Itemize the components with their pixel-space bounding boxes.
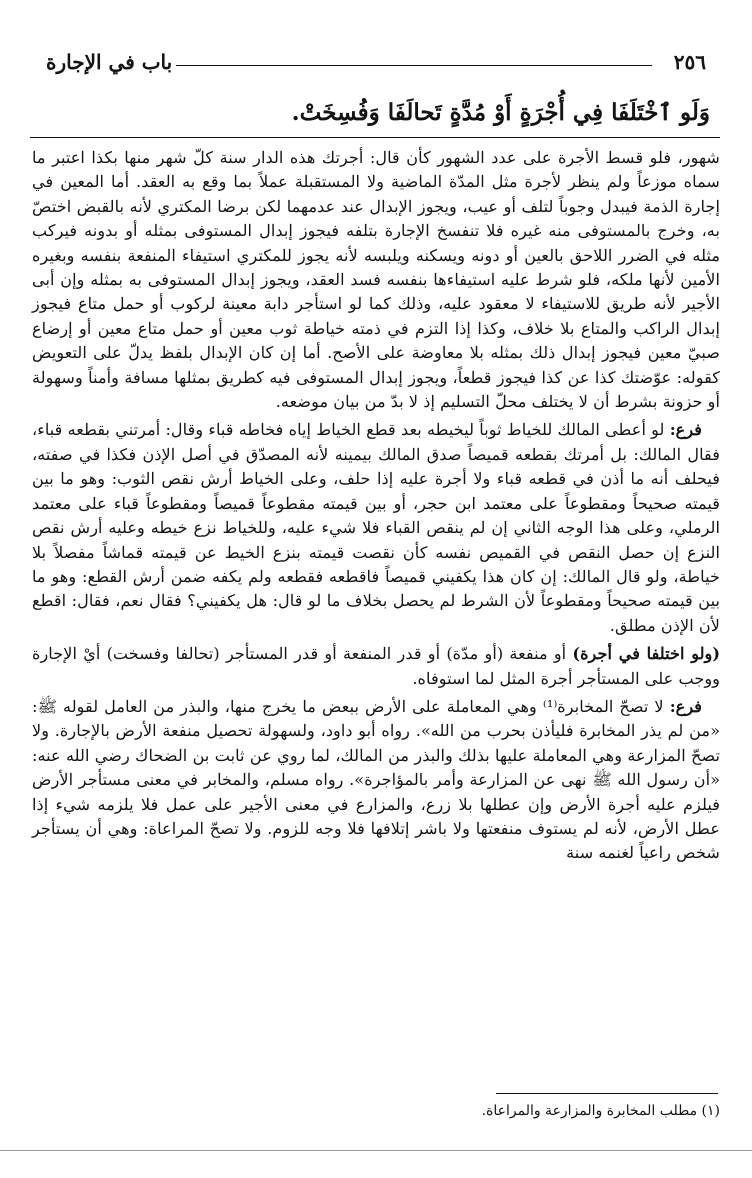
paragraph-text: أو منفعة (أو مدّة) أو قدر المنفعة أو قدر المستأجر (تحالفا وفسخت) أيْ الإجارة ووجب على المستأجر أجرة المثل لما استوفاه.: [32, 644, 720, 688]
matn-text: وَلَو ٱخْتَلَفَا فِي أُجْرَةٍ أَوْ مُدَّةٍ تَحالَفَا وَفُسِخَتْ.: [291, 99, 710, 126]
paragraph-text: شهور، فلو قسط الأجرة على عدد الشهور كأن قال: أجرتك هذه الدار سنة كلّ شهر منها بكذا اعتبر ما سماه موزعاً ولم ينظر لأجرة مثل المدّة الماضية ولا المستقبلة عملاً بما وقع به العقد. أما المعين في إجارة الذمة فيبدل وجوباً لتلف أو عيب، ويجوز الإبدال عند عدمهما لكن برضا المكتري لأنه بالقبض اختصّ به، وخرج بالمستوفى منه غيره فلا تنفسخ الإجارة بتلفه فيجوز إبدال المستوفى بمثله أو بدونه فيركب مثله في الضرر اللاحق بالعين أو دونه ويسكنه ويلبسه لأنه يجوز للمكتري استيفاء المنفعة بنفسه وبغيره الأمين لأنها ملكه، فلو شرط عليه استيفاءها بنفسه فسد العقد، ويجوز إبدال المستوفى به بمثله وإن أبى الأجير لأنه طريق للاستيفاء لا معقود عليه، وذلك كما لو استأجر دابة معينة لركوب أو حمل متاع فيجوز إبدال الراكب والمتاع بلا خلاف، وكذا إذا التزم في ذمته خياطة ثوب معين أو حمل متاع معين أو إرضاع صبيّ معين فيجوز إبدال ذلك بمثله بلا معاوضة على الأصح. أما إن كان الإبدال بلفظ يدلّ على التعويض كقوله: عوّضتك كذا عن كذا فيجوز قطعاً، ويجوز إبدال المستوفى فيه كطريق بمثلها مسافة وأمناً وسهولة أو حزونة بشرط أن لا يختلف محلّ التسليم إذ لا بدّ من بيان موضعه.: [32, 148, 720, 412]
paragraph-lead: فرع:: [669, 420, 702, 440]
page-number: ٢٥٦: [673, 50, 706, 74]
paragraph-lead: فرع:: [669, 696, 702, 716]
paragraph-text: لو أعطى المالك للخياط ثوباً ليخيطه بعد قطع الخياط إياه فخاطه قباء وقال: أمرتني بقطعه قباء، فقال المالك: بل أمرتك بقطعه قميصاً صدق المالك بيمينه لأنه المصدّق في أصل الإذن فكذا في صفته، فيحلف أنه ما أذن في قطعه قباء ولا أجرة عليه إذا حلف، وعلى الخياط أرش نقص الثوب: وهو ما بين قيمته صحيحاً ومقطوعاً على معتمد ابن حجر، أو بين قيمته مقطوعاً قميصاً ومقطوعاً قباء على معتمد الرملي، وعلى هذا الوجه الثاني إن لم ينقص القباء فلا شيء عليه، وللخياط نزع خيطه وعليه أرش نقص النزع إن حصل النقص في القميص نفسه كأن نقصت قيمته بنزع الخيط عن قيمته قماشاً مفصلاً بلا خياطة، ولو قال المالك: إن كان هذا يكفيني قميصاً فاقطعه فقطعه ولم يكفه ضمن أرش القطع: وهو ما بين قيمته صحيحاً ومقطوعاً لأن الشرط لم يحصل بخلاف ما لو قال: هل يكفيني؟ فقال نعم، فقال: اقطع لأن الإذن مطلق.: [32, 420, 720, 635]
paragraph-lead: (ولو اختلفا في أجرة): [572, 644, 720, 664]
footnote: (١) مطلب المخابرة والمزارعة والمراعاة.: [481, 1103, 720, 1119]
paragraph: [32, 642, 720, 691]
chapter-title: باب في الإجارة: [46, 50, 173, 74]
paragraph: [32, 695, 720, 866]
paragraph: [32, 418, 720, 638]
header-rule: [176, 65, 652, 66]
page-header: [46, 48, 706, 78]
commentary-body: [32, 146, 720, 870]
paragraph-text: لا تصحّ المخابرة⁽¹⁾ وهي المعاملة على الأرض ببعض ما يخرج منها، والبذر من العامل لقوله ﷺ: «من لم يذر المخابرة فليأذن بحرب من الله». رواه أبو داود، ولسهولة تحصيل منفعة الأرض بالإجارة. ولا تصحّ المزارعة وهي المعاملة عليها بذلك والبذر من المالك، لما روي عن ثابت بن الضحاك رضي الله عنه: «أن رسول الله ﷺ نهى عن المزارعة وأمر بالمؤاجرة». رواه مسلم، والمخابر في معنى مستأجر الأرض فيلزم عليه أجرة الأرض وإن عطلها بلا زرع، والمزارع في معنى الأجير على عمل فلا يلزمه شيء إذا عطل الأرض، لأنه لم يستوف منفعتها ولا باشر إتلافها فلا وجه للزوم. ولا تصحّ المراعاة: وهي أن يستأجر شخص راعياً لغنمه سنة: [32, 696, 720, 863]
footnote-separator: [496, 1093, 718, 1094]
page-bottom-edge: [0, 1150, 752, 1151]
matn-separator: [30, 137, 720, 138]
paragraph: [32, 146, 720, 414]
